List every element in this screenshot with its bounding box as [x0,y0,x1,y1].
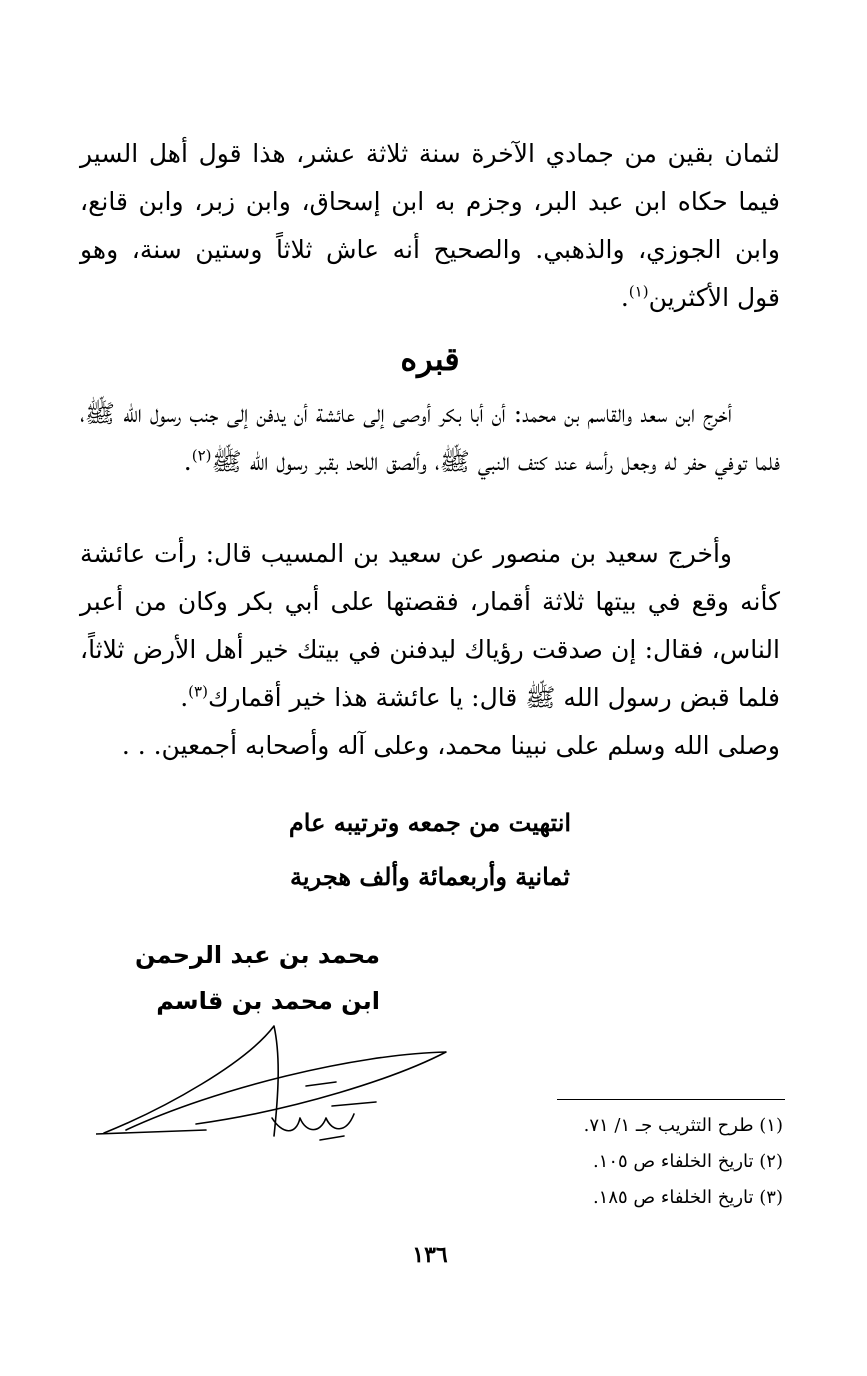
colophon [80,796,780,904]
author-line-1: محمد بن عبد الرحمن [135,941,380,969]
intro-paragraph [80,130,780,322]
author-name [120,932,380,1024]
footnote-3: (٣) تاريخ الخلفاء ص ١٨٥. [592,1187,783,1208]
closing-line [80,722,780,770]
closing-text: وصلى الله وسلم على نبينا محمد، وعلى آله وأصحابه أجمعين. . . [121,731,780,760]
intro-text: لثمان بقين من جمادي الآخرة سنة ثلاثة عشر، هذا قول أهل السير فيما حكاه ابن عبد البر، وجزم به ابن إسحاق، وابن زبر، وابن قانع، وابن الجوزي، والذهبي. والصحيح أنه عاش ثلاثاً وستين سنة، وهو قول الأكثرين [80,139,780,312]
intro-end: . [620,283,629,312]
footnote-ref-3: (٣) [188,682,208,701]
author-line-2: ابن محمد بن قاسم [156,987,380,1015]
footnotes [500,1108,783,1216]
colophon-line-1: انتهيت من جمعه وترتيبه عام [288,808,572,837]
burial-paragraph-2 [80,530,780,722]
footnote-divider [557,1099,785,1100]
para1-end: . [183,447,192,476]
footnote-1: (١) طرح التثريب جـ ١/ ٧١. [583,1115,783,1136]
handwritten-signature [96,1018,456,1148]
page-number: ١٣٦ [412,1242,448,1268]
section-heading: قبره [400,340,460,378]
para2-end: . [180,683,189,712]
footnote-ref-1: (١) [628,282,649,301]
burial-paragraph-1 [80,390,780,486]
footnote-ref-2: (٢) [191,446,212,465]
para1-text: أخرج ابن سعد والقاسم بن محمد: أن أبا بكر أوصى إلى عائشة أن يدفن إلى جنب رسول الله ﷺ، فلما توفي حفر له وجعل رأسه عند كتف النبي ﷺ، وألصق اللحد بقبر رسول الله ﷺ [80,399,780,476]
para2-text: وأخرج سعيد بن منصور عن سعيد بن المسيب قال: رأت عائشة كأنه وقع في بيتها ثلاثة أقمار، فقصتها على أبي بكر وكان من أعبر الناس، فقال: إن صدقت رؤياك ليدفنن في بيتك خير أهل الأرض ثلاثاً، فلما قبض رسول الله ﷺ قال: يا عائشة هذا خير أقمارك [80,539,780,712]
footnote-2: (٢) تاريخ الخلفاء ص ١٠٥. [592,1151,783,1172]
colophon-line-2: ثمانية وأربعمائة وألف هجرية [290,862,570,891]
